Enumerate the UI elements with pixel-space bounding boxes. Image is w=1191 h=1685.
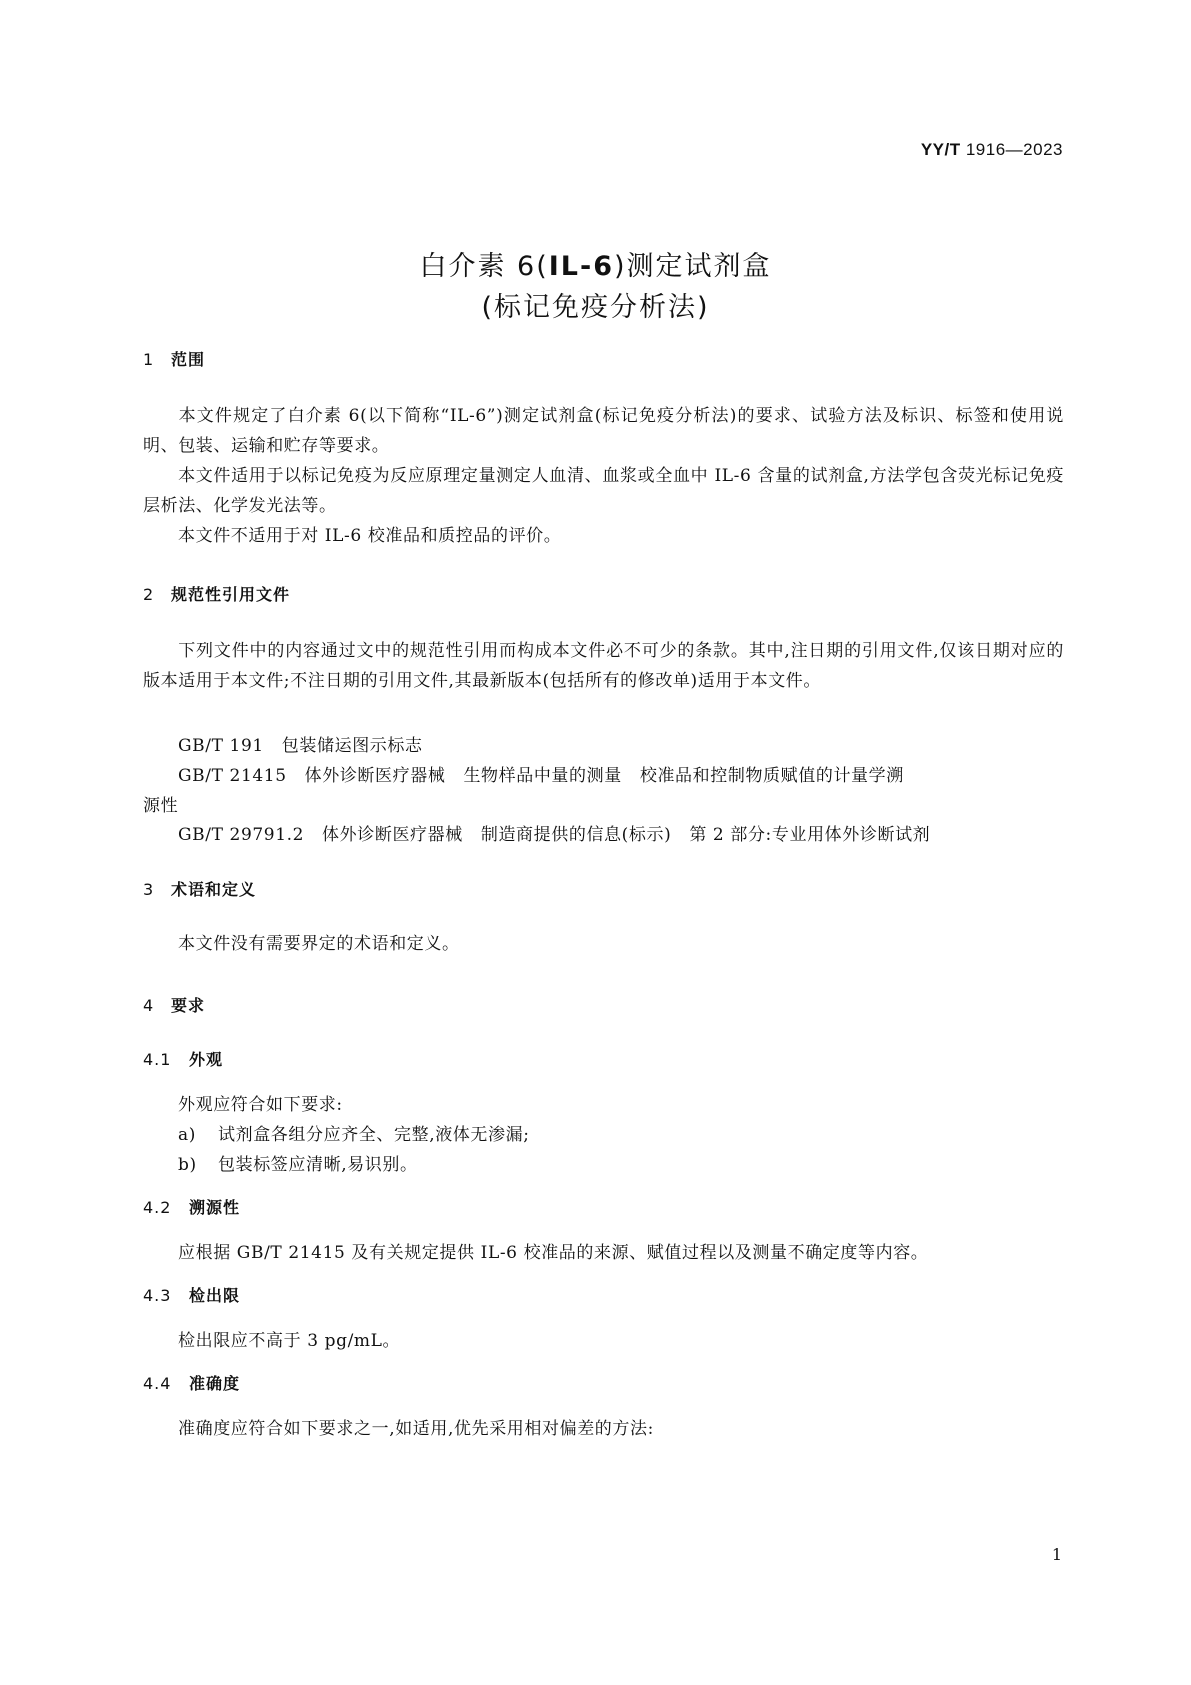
page-number: 1 [1051, 1545, 1062, 1564]
section-title: 外观 [189, 1050, 224, 1069]
reference-title: 包装储运图示标志 [281, 736, 423, 756]
title-part-b: IL-6 [548, 251, 614, 282]
section-title: 范围 [171, 350, 206, 369]
section-4-2-paragraph-1: 应根据 GB/T 21415 及有关规定提供 IL-6 校准品的来源、赋值过程以及测量不确定度等内容。 [178, 1243, 929, 1263]
section-4-2-heading [143, 1195, 240, 1218]
section-number: 1 [143, 350, 155, 369]
section-title: 检出限 [189, 1286, 241, 1305]
list-item [178, 1120, 530, 1145]
reference-code: GB/T 29791.2 [178, 825, 305, 845]
section-3-paragraph-1: 本文件没有需要界定的术语和定义。 [178, 934, 460, 954]
standard-code-prefix: YY/T [920, 140, 961, 159]
section-number: 4 [143, 996, 155, 1015]
section-number: 4.1 [143, 1050, 172, 1069]
section-number: 4.2 [143, 1198, 172, 1217]
list-marker: b) [178, 1155, 197, 1175]
section-1-heading [143, 347, 205, 370]
section-4-heading [143, 993, 205, 1016]
list-item [178, 1150, 418, 1175]
section-number: 4.4 [143, 1374, 172, 1393]
reference-gbt-191 [178, 731, 423, 756]
section-4-3-heading [143, 1283, 240, 1306]
document-subtitle: (标记免疫分析法) [481, 292, 710, 323]
section-4-1-paragraph-1: 外观应符合如下要求: [178, 1095, 343, 1115]
section-3-heading [143, 877, 256, 900]
section-title: 准确度 [189, 1374, 241, 1393]
section-4-4-paragraph-1: 准确度应符合如下要求之一,如适用,优先采用相对偏差的方法: [178, 1419, 654, 1439]
section-4-3-paragraph-1: 检出限应不高于 3 pg/mL。 [178, 1331, 401, 1351]
reference-gbt-29791-2: GB/T 29791.2 体外诊断医疗器械 制造商提供的信息(标示) 第 2 部分:专业用体外诊断试剂 [178, 825, 931, 845]
standard-code [921, 140, 1063, 160]
section-title: 溯源性 [189, 1198, 241, 1217]
list-text: 包装标签应清晰,易识别。 [218, 1155, 418, 1175]
title-part-a: 白介素 6( [419, 251, 549, 282]
section-2-paragraph-1: 下列文件中的内容通过文中的规范性引用而构成本文件必不可少的条款。其中,注日期的引用文件,仅该日期对应的版本适用于本文件;不注日期的引用文件,其最新版本(包括所有的修改单)适用于本文件。 [143, 641, 1064, 691]
reference-code: GB/T 191 [178, 736, 264, 756]
section-1-paragraph-1: 本文件规定了白介素 6(以下简称“IL-6”)测定试剂盒(标记免疫分析法)的要求、试验方法及标识、标签和使用说明、包装、运输和贮存等要求。 [143, 406, 1064, 456]
standard-code-number: 1916—2023 [960, 140, 1063, 159]
section-number: 3 [143, 880, 155, 899]
section-4-1-heading [143, 1047, 223, 1070]
section-title: 要求 [171, 996, 206, 1015]
list-marker: a) [178, 1125, 196, 1145]
reference-code: GB/T 21415 [178, 766, 287, 786]
section-4-4-heading [143, 1371, 240, 1394]
reference-gbt-21415-continuation: 源性 [143, 796, 179, 816]
section-2-heading [143, 582, 290, 605]
list-text: 试剂盒各组分应齐全、完整,液体无渗漏; [218, 1125, 530, 1145]
section-title: 规范性引用文件 [171, 585, 291, 604]
section-1-paragraph-2: 本文件适用于以标记免疫为反应原理定量测定人血清、血浆或全血中 IL-6 含量的试剂盒,方法学包含荧光标记免疫层析法、化学发光法等。 [143, 466, 1064, 516]
section-number: 4.3 [143, 1286, 172, 1305]
section-number: 2 [143, 585, 155, 604]
section-1-paragraph-3: 本文件不适用于对 IL-6 校准品和质控品的评价。 [178, 526, 562, 546]
title-part-c: )测定试剂盒 [614, 251, 772, 282]
section-title: 术语和定义 [171, 880, 257, 899]
document-title [0, 244, 1191, 283]
reference-gbt-21415: GB/T 21415 体外诊断医疗器械 生物样品中量的测量 校准品和控制物质赋值的计量学溯 [178, 766, 904, 786]
